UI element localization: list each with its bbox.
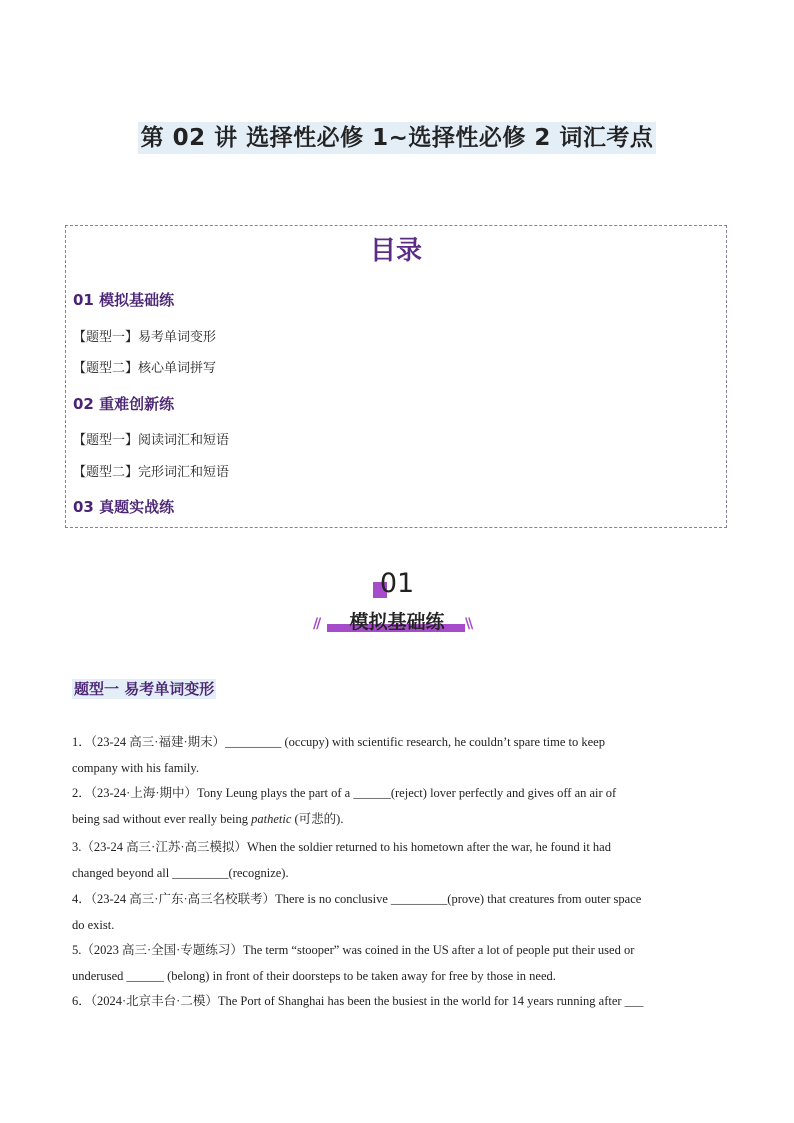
section-left-slash-mark: //: [313, 616, 320, 632]
question-3-line-2: changed beyond all _________(recognize).: [72, 866, 289, 880]
question-1: [72, 729, 727, 781]
question-3: [72, 834, 727, 886]
section-right-slash-mark: \\: [465, 616, 472, 632]
question-2-line-2-pre: being sad without ever really being: [72, 812, 252, 826]
question-2-line-2: [72, 806, 727, 832]
toc-item-type-1[interactable]: 【题型一】易考单词变形: [73, 330, 217, 345]
question-2-line-2-post: (可悲的).: [291, 812, 344, 826]
section-title: 模拟基础练: [349, 611, 445, 633]
question-4-line-2: do exist.: [72, 918, 115, 932]
question-1-line-2: company with his family.: [72, 761, 199, 775]
question-1-line-1: 1．（23-24 高三·福建·期末）_________ (occupy) with scientific research, he couldn’t spare time to keep: [72, 735, 605, 749]
question-6: [72, 988, 727, 1014]
question-6-line-1: 6．（2024·北京丰台·二模）The Port of Shanghai has been the busiest in the world for 14 years running after ___: [72, 994, 644, 1008]
question-4: [72, 886, 727, 938]
toc-item-type-1b[interactable]: 【题型一】阅读词汇和短语: [73, 433, 230, 448]
toc-item-type-2[interactable]: 【题型二】核心单词拼写: [73, 361, 217, 376]
toc-item-section-02[interactable]: 02 重难创新练: [73, 395, 175, 413]
question-2-italic-word: pathetic: [251, 812, 292, 826]
type-heading: [72, 678, 216, 699]
toc-item-section-03[interactable]: 03 真题实战练: [73, 498, 175, 516]
toc-heading: 目录: [369, 236, 422, 266]
question-4-line-1: 4．（23-24 高三·广东·高三名校联考）There is no conclusive _________(prove) that creatures from outer space: [72, 892, 642, 906]
question-2: [72, 780, 727, 832]
question-5: [72, 937, 727, 989]
page-title-text: 第 02 讲 选择性必修 1~选择性必修 2 词汇考点: [138, 122, 657, 154]
toc-item-type-2b[interactable]: 【题型二】完形词汇和短语: [73, 465, 230, 480]
question-5-line-2: underused ______ (belong) in front of their doorsteps to be taken away for free by those in need.: [72, 969, 556, 983]
question-3-line-1: 3.（23-24 高三·江苏·高三模拟）When the soldier returned to his hometown after the war, he found it had: [72, 840, 611, 854]
section-number: 01: [379, 568, 415, 599]
question-2-line-1: 2．（23-24·上海·期中）Tony Leung plays the part of a ______(reject) lover perfectly and gives off an air of: [72, 786, 617, 800]
question-5-line-1: 5.（2023 高三·全国·专题练习）The term “stooper” was coined in the US after a lot of people put their used or: [72, 943, 635, 957]
type-heading-text: 题型一 易考单词变形: [74, 680, 215, 698]
toc-item-section-01[interactable]: 01 模拟基础练: [73, 291, 175, 309]
table-of-contents: [65, 225, 727, 528]
page-title: [0, 119, 794, 152]
